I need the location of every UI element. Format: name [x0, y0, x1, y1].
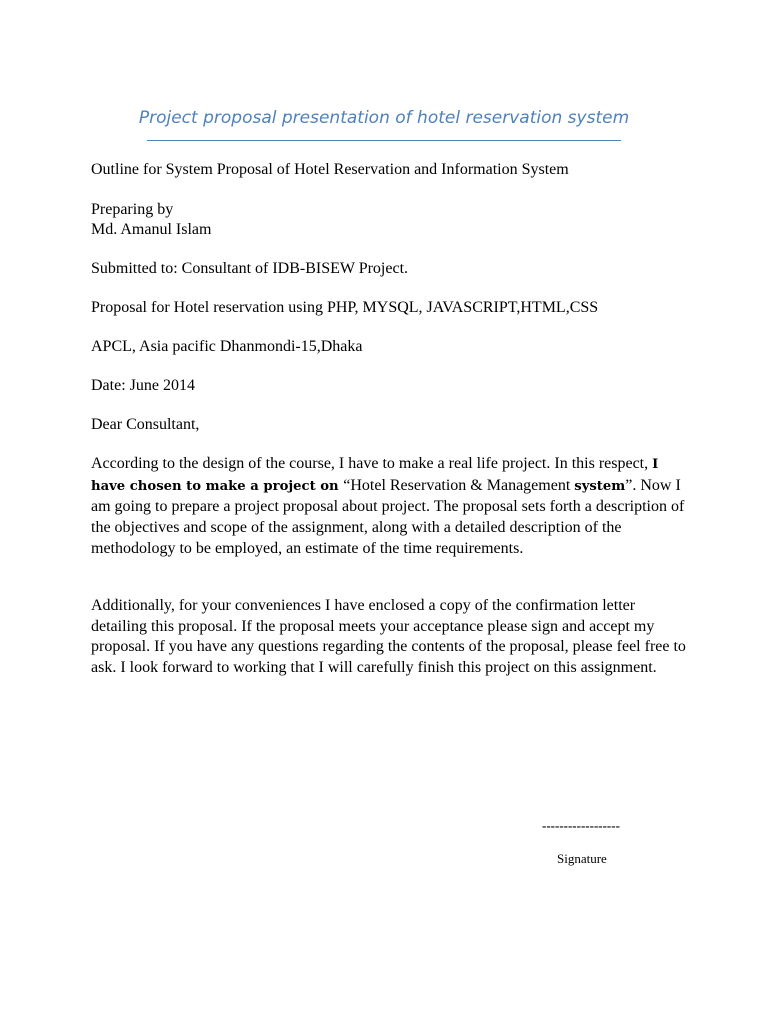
signature-label: Signature — [557, 851, 607, 866]
submitted-to-line: Submitted to: Consultant of IDB-BISEW Project. — [91, 260, 409, 277]
proposal-line: Proposal for Hotel reservation using PHP, MYSQL, JAVASCRIPT,HTML,CSS — [91, 299, 599, 316]
paragraph-1-bold-b: system — [574, 478, 626, 494]
preparing-by-label: Preparing by — [91, 201, 174, 218]
body-paragraph-1 — [91, 454, 686, 560]
document-title: Project proposal presentation of hotel reservation system — [138, 108, 630, 128]
outline-line: Outline for System Proposal of Hotel Reservation and Information System — [91, 161, 569, 178]
paragraph-1-text-a: According to the design of the course, I have to make a real life project. In this respect, — [91, 455, 653, 472]
author-name: Md. Amanul Islam — [91, 221, 212, 238]
title-underline — [147, 140, 621, 141]
signature-line: ------------------ — [542, 818, 620, 833]
address-line: APCL, Asia pacific Dhanmondi-15,Dhaka — [91, 338, 363, 355]
paragraph-1-text-b: “Hotel Reservation & Management — [343, 476, 575, 494]
paragraph-1-bold-a: I have chosen to make a project on — [91, 457, 659, 494]
body-paragraph-2: Additionally, for your conveniences I have enclosed a copy of the confirmation letter detailing this proposal. If the proposal meets your acceptance please sign and accept my proposal. If you have any questions regarding the contents of the proposal, please feel free to ask. I look forward to working that I will carefully finish this project on this assignment. — [91, 597, 686, 677]
salutation: Dear Consultant, — [91, 416, 200, 433]
paragraph-1-text-c: ”. Now I am going to prepare a project proposal about project. The proposal sets forth a description of the objectives and scope of the assignment, along with a detailed description of the methodology to be employed, an estimate of the time requirements. — [91, 476, 685, 557]
date-line: Date: June 2014 — [91, 377, 195, 394]
